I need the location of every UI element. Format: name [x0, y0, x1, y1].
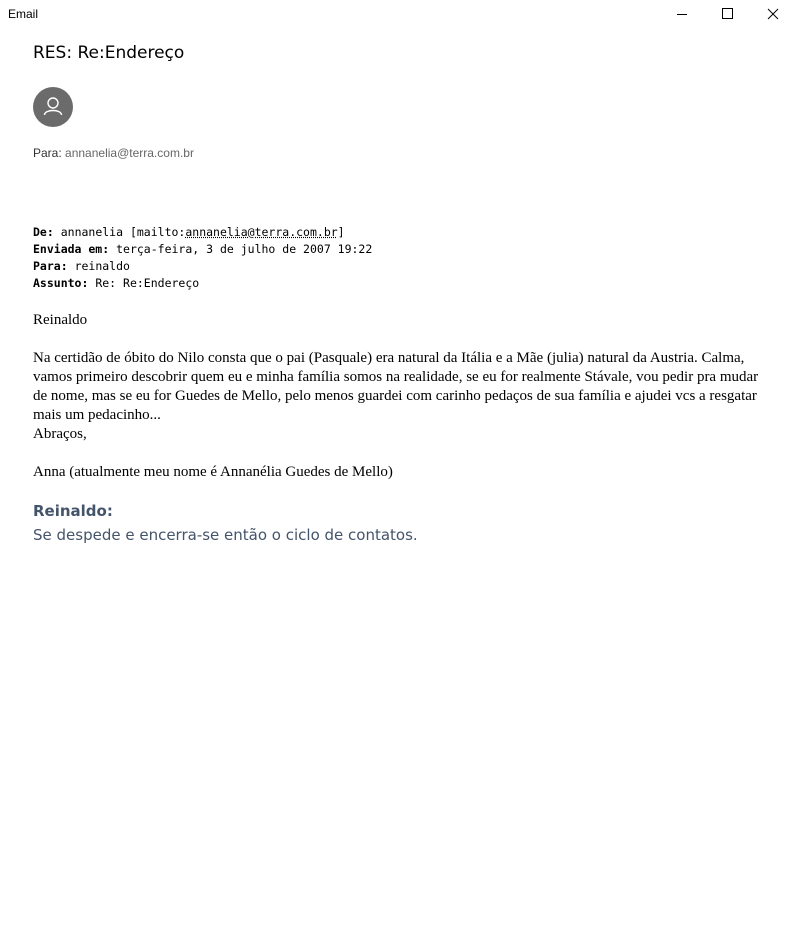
sender-avatar[interactable] [33, 87, 73, 127]
closing: Abraços, [33, 426, 87, 442]
sent-row [33, 241, 372, 258]
minimize-icon [659, 0, 705, 28]
body-paragraph: Na certidão de óbito do Nilo consta que o pai (Pasquale) era natural da Itália e a Mãe (julia) natural da Austria. Calma, vamos primeiro descobrir quem eu e minha família somos na realidade, se eu for realmente Stávale, vou pedir pra mudar de nome, mas se eu for Guedes de Mello, pelo menos guardei com carinho pedaços de sua família e ajudei vcs a resgatar mais um pedacinho... [33, 350, 759, 423]
to-header-label: Para: [33, 259, 68, 273]
to-header-value: reinaldo [74, 259, 130, 273]
app-title: Email [8, 7, 39, 21]
greeting: Reinaldo [33, 312, 88, 328]
message-body [33, 311, 763, 482]
recipient-line [33, 146, 194, 160]
from-name: annanelia [mailto: [60, 225, 186, 239]
minimize-button[interactable] [659, 0, 705, 28]
to-row [33, 258, 372, 275]
subject-header-value: Re: Re:Endereço [95, 276, 200, 290]
from-close: ] [337, 225, 345, 239]
to-label: Para: [33, 146, 62, 160]
quoted-headers [33, 224, 372, 292]
close-button[interactable] [750, 0, 790, 28]
reply-text: Se despede e encerra-se então o ciclo de contatos. [33, 526, 418, 544]
from-row [33, 224, 372, 241]
title-bar [0, 0, 790, 28]
from-email-link[interactable]: annanelia@terra.com.br [185, 225, 338, 239]
signature: Anna (atualmente meu nome é Annanélia Guedes de Mello) [33, 464, 393, 480]
person-icon [33, 87, 73, 127]
subject-header-label: Assunto: [33, 276, 89, 290]
from-label: De: [33, 225, 54, 239]
recipient-address[interactable]: annanelia@terra.com.br [65, 146, 194, 160]
maximize-icon [705, 0, 751, 28]
message-subject: RES: Re:Endereço [33, 43, 185, 63]
sent-label: Enviada em: [33, 242, 110, 256]
reply-author: Reinaldo: [33, 502, 113, 520]
sent-value: terça-feira, 3 de julho de 2007 19:22 [116, 242, 373, 256]
maximize-button[interactable] [705, 0, 751, 28]
close-icon [750, 0, 790, 28]
subject-row [33, 275, 372, 292]
